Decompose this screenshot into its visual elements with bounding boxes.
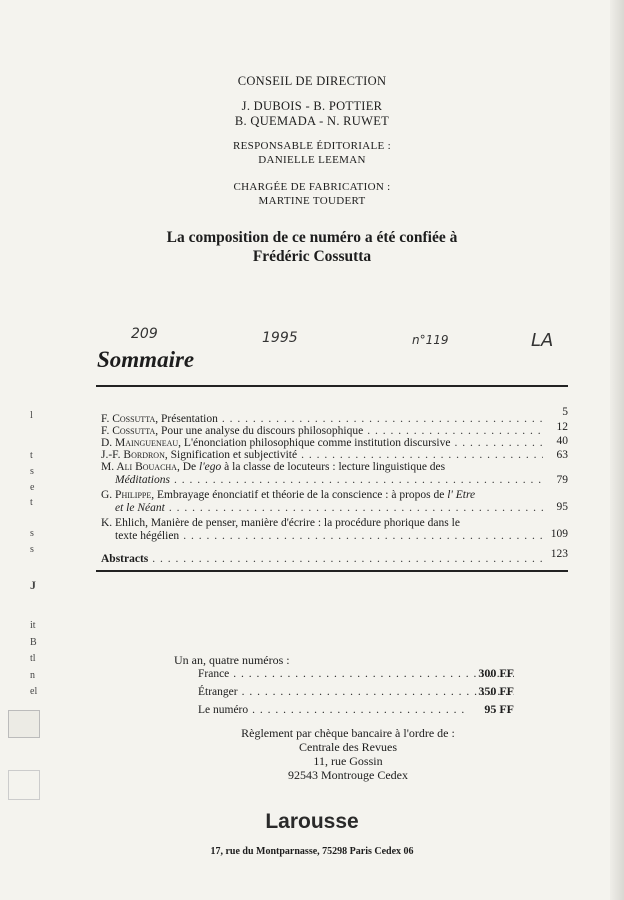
margin-fragment: s [30, 544, 34, 555]
margin-fragment: J [30, 578, 36, 592]
payment-line: 11, rue Gossin [313, 754, 383, 768]
margin-fragment: B [30, 637, 37, 648]
margin-fragment: e [30, 482, 35, 493]
board-title: CONSEIL DE DIRECTION [237, 74, 387, 88]
toc-entry-continuation: et le Néant . . . [101, 502, 543, 515]
toc-author: D. Maingueneau [101, 437, 179, 449]
toc-entry [101, 517, 543, 530]
publisher-logo: Larousse [265, 810, 359, 833]
toc-author: G. Philippe [101, 489, 152, 501]
price-label: Étranger [198, 686, 238, 698]
toc-title: , Présentation [155, 413, 218, 425]
margin-fragment: s [30, 466, 34, 477]
price-label: France [198, 668, 230, 680]
toc-author: M. Ali Bouacha [101, 461, 177, 473]
toc-page-number: 79 [556, 474, 568, 486]
toc-entry: G. Philippe, Embrayage énonciatif et théorie de la conscience : à propos de l' Etre [101, 489, 476, 501]
handwritten-note: LA [531, 330, 554, 351]
board-members-line2: B. QUEMADA - N. RUWET [234, 114, 390, 128]
toc-author: F. Cossutta [101, 425, 156, 437]
composition-line2: Frédéric Cossutta [252, 248, 372, 265]
margin-fragment: it [30, 620, 36, 631]
margin-fragment: t [30, 497, 33, 508]
payment-line: Règlement par chèque bancaire à l'ordre de : [241, 726, 455, 740]
toc-page-number: 95 [556, 501, 568, 513]
toc-page-number: 5 [562, 406, 568, 418]
toc-entry-continuation: Méditations . . . [101, 474, 543, 487]
editor-label: RESPONSABLE ÉDITORIALE : [233, 140, 391, 152]
sommaire-bottom-rule [96, 570, 568, 572]
margin-label-sticker [8, 770, 40, 800]
payment-line: 92543 Montrouge Cedex [288, 768, 408, 782]
board-members-line1: J. DUBOIS - B. POTTIER [241, 99, 383, 113]
production-label: CHARGÉE DE FABRICATION : [233, 181, 391, 193]
editor-name: DANIELLE LEEMAN [258, 154, 366, 166]
payment-info [220, 726, 476, 782]
price-value: 95 FF [484, 702, 514, 716]
toc-title: , Signification et subjectivité [164, 449, 298, 461]
toc-page-number: 63 [556, 449, 568, 461]
margin-fragment: n [30, 670, 35, 681]
toc-page-number: 109 [550, 528, 568, 540]
margin-label-sticker [8, 710, 40, 738]
toc-page-number: 40 [556, 435, 568, 447]
margin-fragment: tl [30, 653, 36, 664]
abstracts-label: Abstracts [101, 553, 149, 565]
composition-line1: La composition de ce numéro a été confiée à [166, 229, 458, 246]
toc-title: , Pour une analyse du discours philosophique [155, 425, 364, 437]
sommaire-top-rule [96, 385, 568, 387]
sommaire-title: Sommaire [97, 347, 195, 372]
toc-title: , L'énonciation philosophique comme institution discursive [178, 437, 451, 449]
publisher-address: 17, rue du Montparnasse, 75298 Paris Cedex 06 [210, 846, 414, 857]
price-value: 300 FF [478, 666, 514, 680]
price-label: Le numéro [198, 704, 249, 716]
toc-author: F. Cossutta [101, 413, 156, 425]
margin-fragment: l [30, 410, 33, 421]
toc-entry-continuation: texte hégélien . . . [101, 530, 543, 543]
production-name: MARTINE TOUDERT [258, 195, 366, 207]
margin-fragment: el [30, 686, 38, 697]
handwritten-note: 1995 [262, 330, 298, 346]
handwritten-note: 209 [131, 326, 158, 342]
abstracts-page-number: 123 [550, 548, 568, 560]
subscription-intro: Un an, quatre numéros : [174, 653, 290, 667]
price-row [198, 704, 466, 716]
price-value: 350 FF [478, 684, 514, 698]
toc-entry: M. Ali Bouacha, De l'ego à la classe de locuteurs : lecture linguistique des [101, 461, 446, 473]
toc-author: K. Ehlich [101, 517, 146, 529]
toc-title: , Manière de penser, manière d'écrire : la procédure phorique dans le [145, 517, 460, 529]
toc-abstracts [101, 553, 543, 566]
margin-fragment: t [30, 450, 33, 461]
toc-author: J.-F. Bordron [101, 449, 165, 461]
handwritten-note: n°119 [412, 333, 449, 347]
margin-fragment: s [30, 528, 34, 539]
page-edge-shadow [610, 0, 624, 900]
toc-page-number: 12 [556, 421, 568, 433]
payment-line: Centrale des Revues [299, 740, 397, 754]
